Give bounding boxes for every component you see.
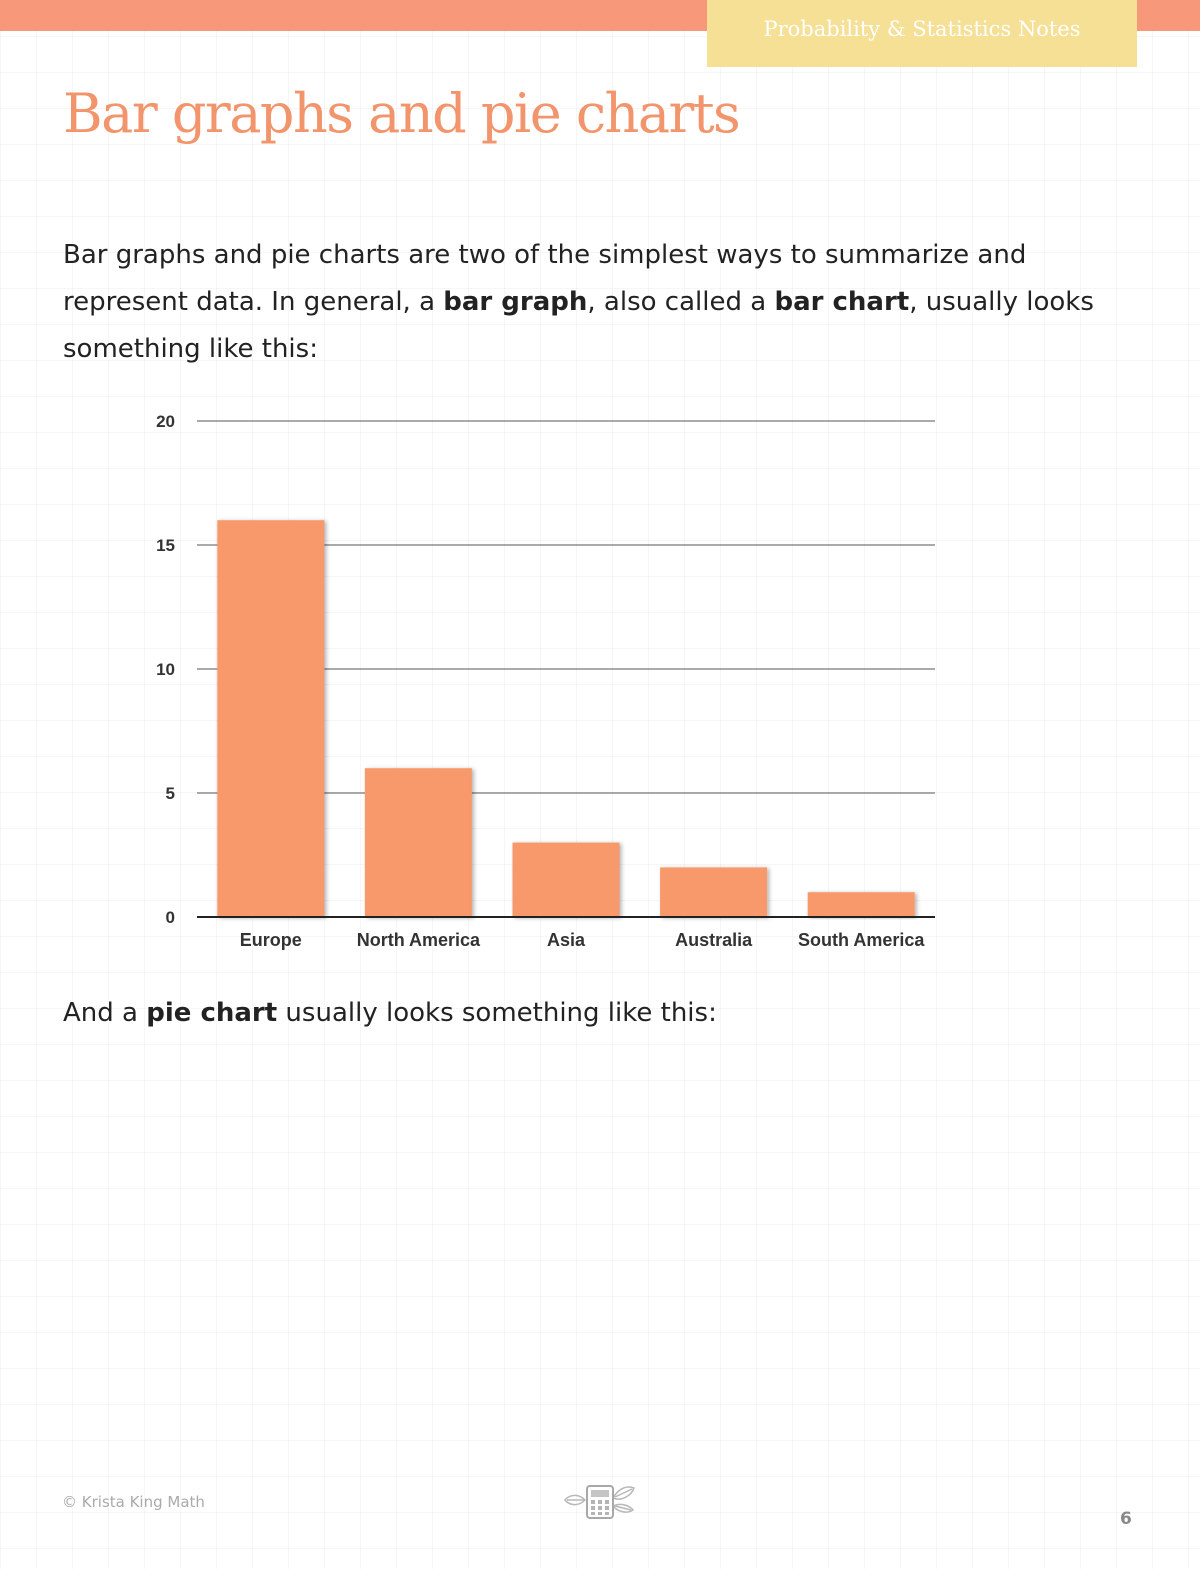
pie-text-1: And a <box>63 998 147 1028</box>
y-tick-label: 15 <box>156 536 175 555</box>
notes-tag: Probability & Statistics Notes <box>707 0 1137 67</box>
copyright: © Krista King Math <box>62 1493 205 1511</box>
pie-text-2: usually looks something like this: <box>277 998 717 1028</box>
y-tick-label: 10 <box>156 660 175 679</box>
term-pie-chart: pie chart <box>146 998 278 1028</box>
x-tick-label: Asia <box>546 930 586 950</box>
page-number: 6 <box>1120 1509 1132 1529</box>
page-title: Bar graphs and pie charts <box>63 82 740 145</box>
intro-text-1: Bar graphs and pie charts are two of the simplest ways to summarize and represent data. In general, a <box>63 240 1027 317</box>
intro-text-2: , also called a <box>587 287 775 317</box>
x-tick-label: Australia <box>675 930 753 950</box>
y-tick-label: 20 <box>156 412 175 431</box>
term-bar-graph: bar graph <box>443 287 588 317</box>
y-tick-label: 5 <box>165 784 175 803</box>
x-tick-label: South America <box>798 930 925 950</box>
bar-chart <box>120 400 960 960</box>
bar <box>808 892 915 917</box>
bar <box>217 520 324 917</box>
y-tick-label: 0 <box>165 908 175 927</box>
term-bar-chart: bar chart <box>774 287 910 317</box>
x-tick-label: Europe <box>239 930 302 950</box>
pie-intro-paragraph <box>63 990 1143 1037</box>
intro-text-3: , usually looks something like this: <box>63 287 1094 364</box>
intro-paragraph <box>63 232 1143 373</box>
calculator-leaf-icon <box>563 1480 637 1526</box>
bar <box>660 867 767 917</box>
bar <box>513 843 620 917</box>
bar <box>365 768 472 917</box>
x-tick-label: North America <box>356 930 481 950</box>
